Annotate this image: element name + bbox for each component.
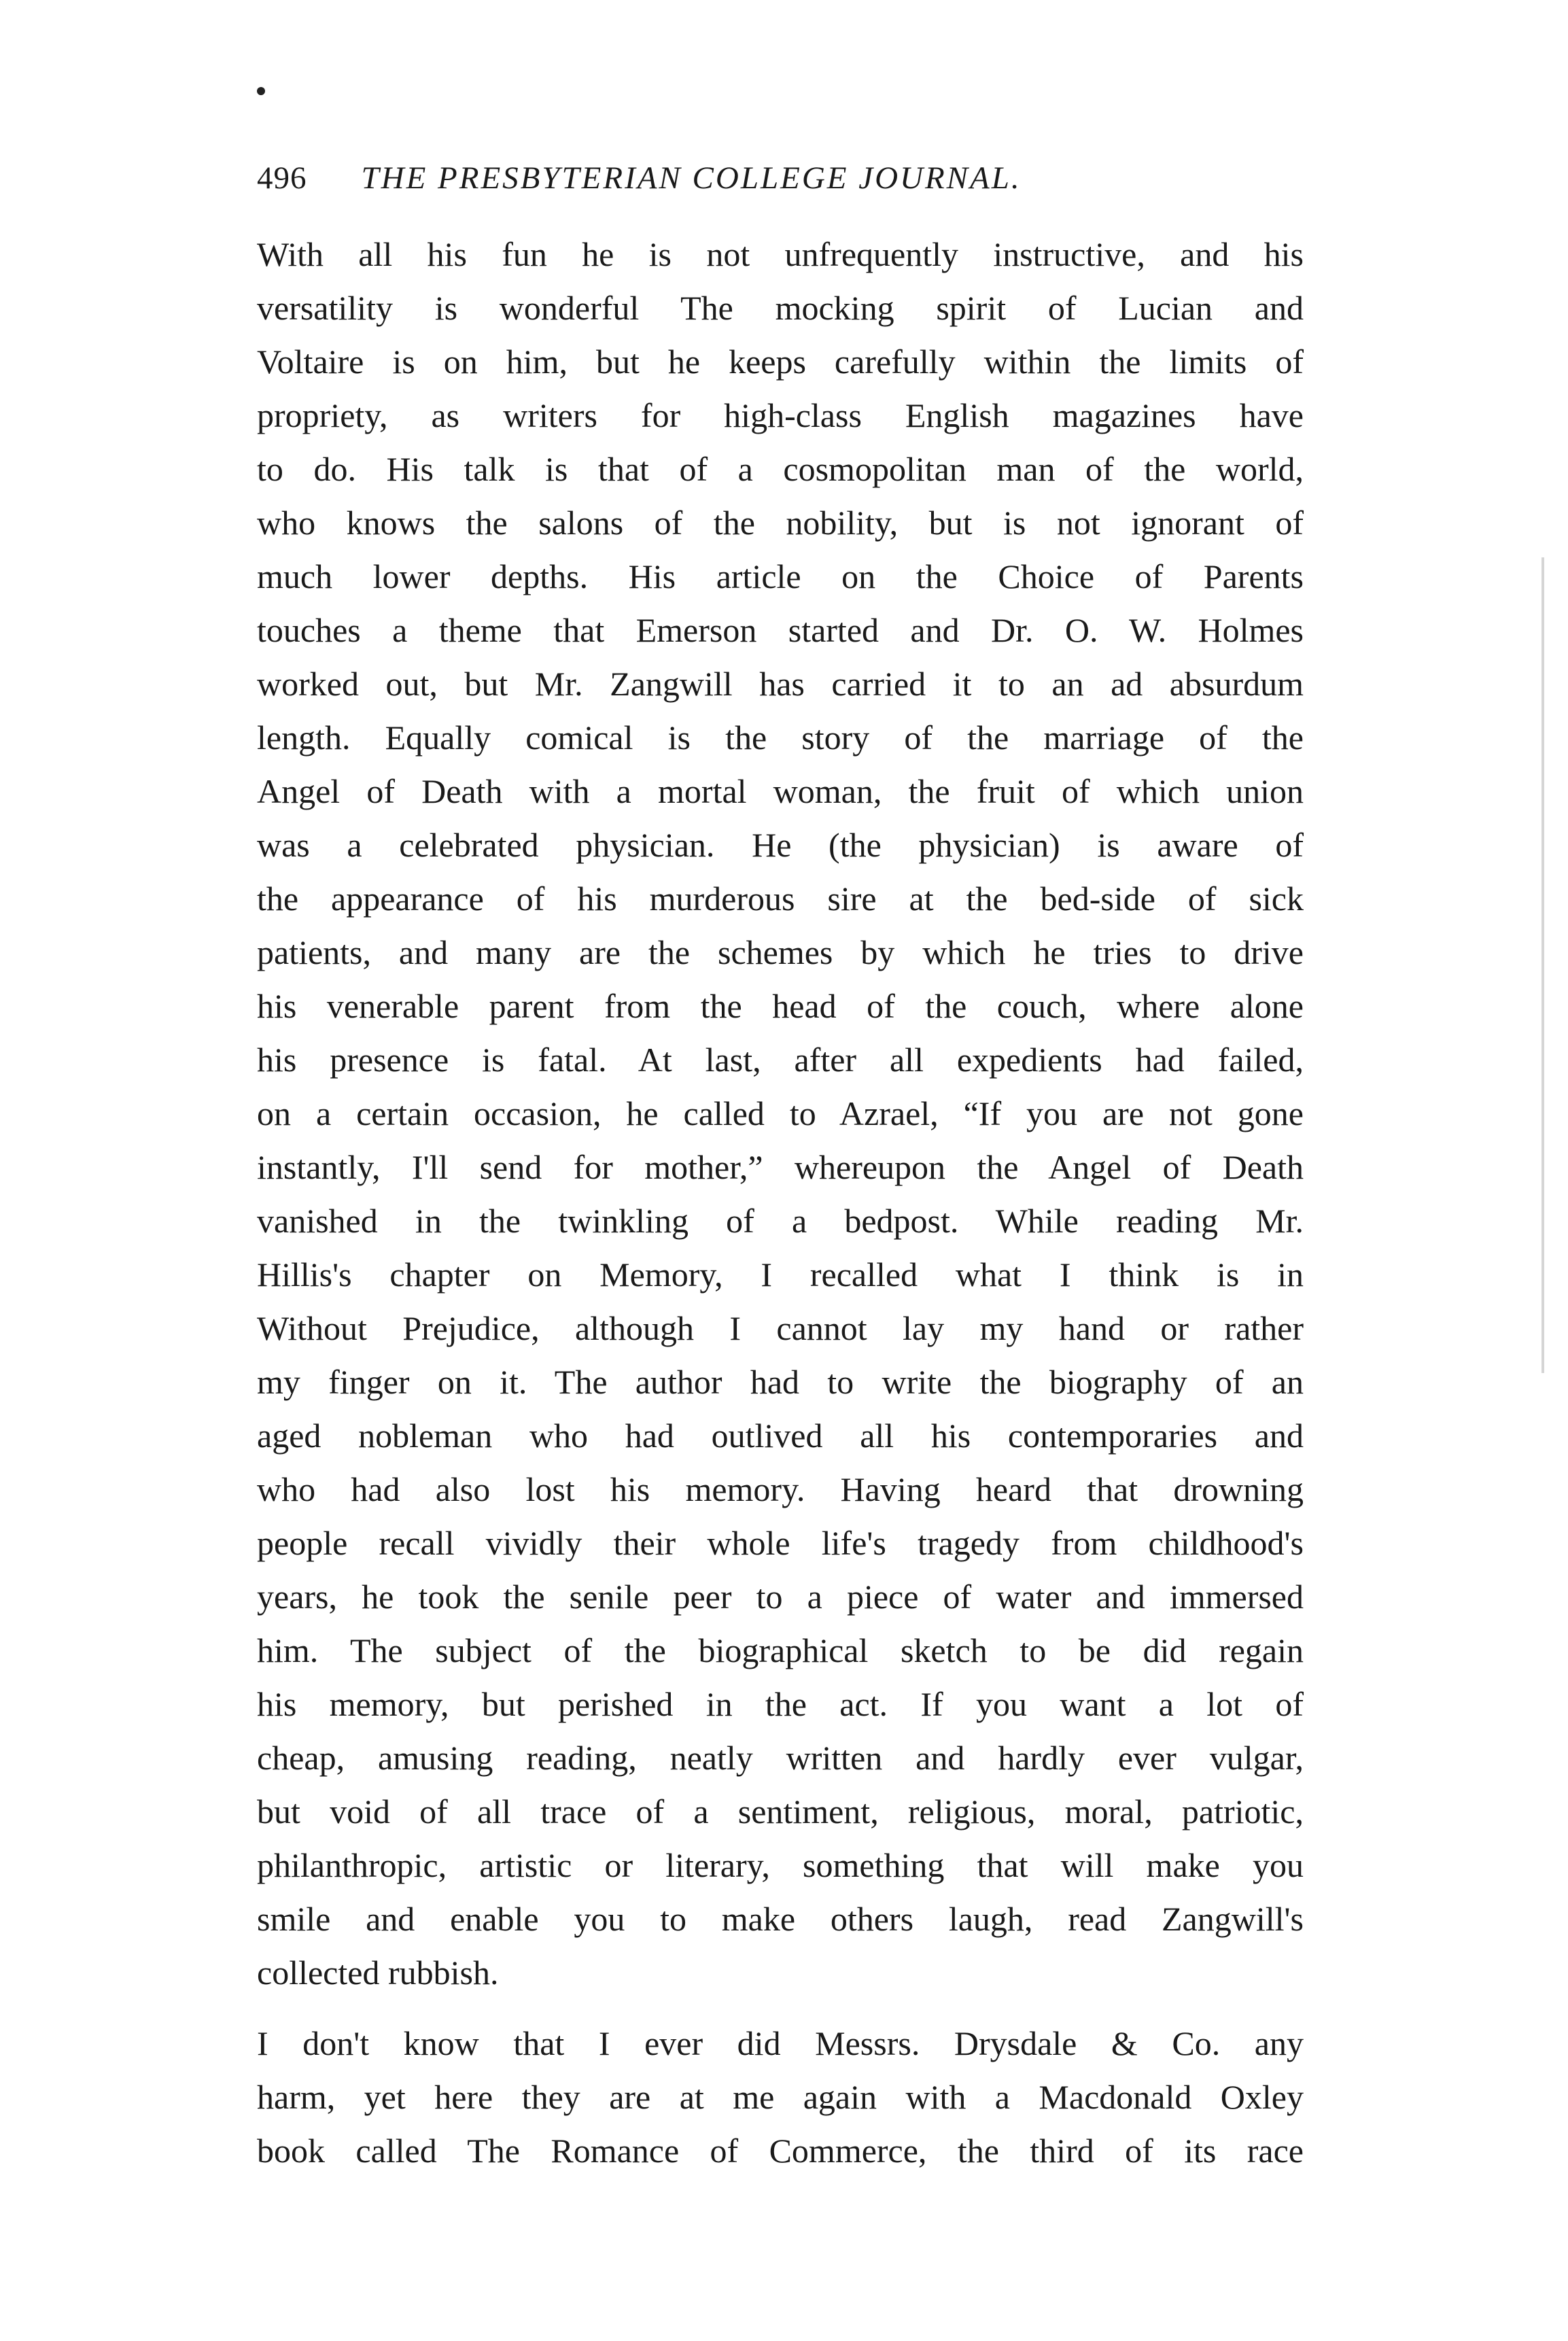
text-line: years, he took the senile peer to a piece of water and immersed <box>257 1578 1304 1616</box>
text-line: collected rubbish. <box>257 1954 499 1992</box>
body-text <box>257 228 1304 2178</box>
text-line: Without Prejudice, although I cannot lay my hand or rather <box>257 1309 1304 1347</box>
text-line: was a celebrated physician. He (the physician) is aware of <box>257 826 1304 864</box>
text-line: cheap, amusing reading, neatly written and hardly ever vulgar, <box>257 1739 1304 1777</box>
text-line: Voltaire is on him, but he keeps carefully within the limits of <box>257 343 1304 381</box>
text-line: smile and enable you to make others laugh, read Zangwill's <box>257 1900 1304 1938</box>
text-line: worked out, but Mr. Zangwill has carried it to an ad absurdum <box>257 665 1304 703</box>
text-line: philanthropic, artistic or literary, something that will make you <box>257 1846 1304 1884</box>
text-line: patients, and many are the schemes by which he tries to drive <box>257 933 1304 971</box>
text-line: the appearance of his murderous sire at the bed-side of sick <box>257 880 1304 918</box>
text-line: versatility is wonderful The mocking spirit of Lucian and <box>257 289 1304 327</box>
paragraph-1 <box>257 228 1304 2000</box>
text-line: to do. His talk is that of a cosmopolitan man of the world, <box>257 450 1304 488</box>
text-line: vanished in the twinkling of a bedpost. While reading Mr. <box>257 1202 1304 1240</box>
text-line: book called The Romance of Commerce, the third of its race <box>257 2132 1304 2170</box>
text-line: length. Equally comical is the story of the marriage of the <box>257 718 1304 757</box>
text-line: my finger on it. The author had to write the biography of an <box>257 1363 1304 1401</box>
text-line: his memory, but perished in the act. If you want a lot of <box>257 1685 1304 1723</box>
text-line: Hillis's chapter on Memory, I recalled what I think is in <box>257 1255 1304 1294</box>
scan-margin-mark <box>1541 557 1544 1373</box>
text-line: propriety, as writers for high-class English magazines have <box>257 396 1304 434</box>
text-line: I don't know that I ever did Messrs. Drysdale & Co. any <box>257 2024 1304 2062</box>
page-header <box>257 160 1304 201</box>
paragraph-gap <box>257 2000 1304 2017</box>
text-line: With all his fun he is not unfrequently instructive, and his <box>257 235 1304 273</box>
page-number: 496 <box>257 160 307 196</box>
text-line: touches a theme that Emerson started and Dr. O. W. Holmes <box>257 611 1304 649</box>
text-line: harm, yet here they are at me again with a Macdonald Oxley <box>257 2078 1304 2116</box>
text-line: but void of all trace of a sentiment, religious, moral, patriotic, <box>257 1792 1304 1831</box>
text-line: who knows the salons of the nobility, but is not ignorant of <box>257 504 1304 542</box>
text-line: who had also lost his memory. Having heard that drowning <box>257 1470 1304 1508</box>
text-line: people recall vividly their whole life's tragedy from childhood's <box>257 1524 1304 1562</box>
page-speck <box>257 87 265 95</box>
text-line: him. The subject of the biographical sketch to be did regain <box>257 1631 1304 1669</box>
text-line: his presence is fatal. At last, after all expedients had failed, <box>257 1041 1304 1079</box>
text-line: aged nobleman who had outlived all his contemporaries and <box>257 1417 1304 1455</box>
text-line: on a certain occasion, he called to Azrael, “If you are not gone <box>257 1094 1304 1132</box>
running-title: THE PRESBYTERIAN COLLEGE JOURNAL. <box>361 160 1022 196</box>
text-line: Angel of Death with a mortal woman, the fruit of which union <box>257 772 1304 810</box>
text-line: his venerable parent from the head of the couch, where alone <box>257 987 1304 1025</box>
text-line: much lower depths. His article on the Choice of Parents <box>257 557 1304 595</box>
paragraph-2 <box>257 2017 1304 2178</box>
text-line: instantly, I'll send for mother,” whereupon the Angel of Death <box>257 1148 1304 1186</box>
